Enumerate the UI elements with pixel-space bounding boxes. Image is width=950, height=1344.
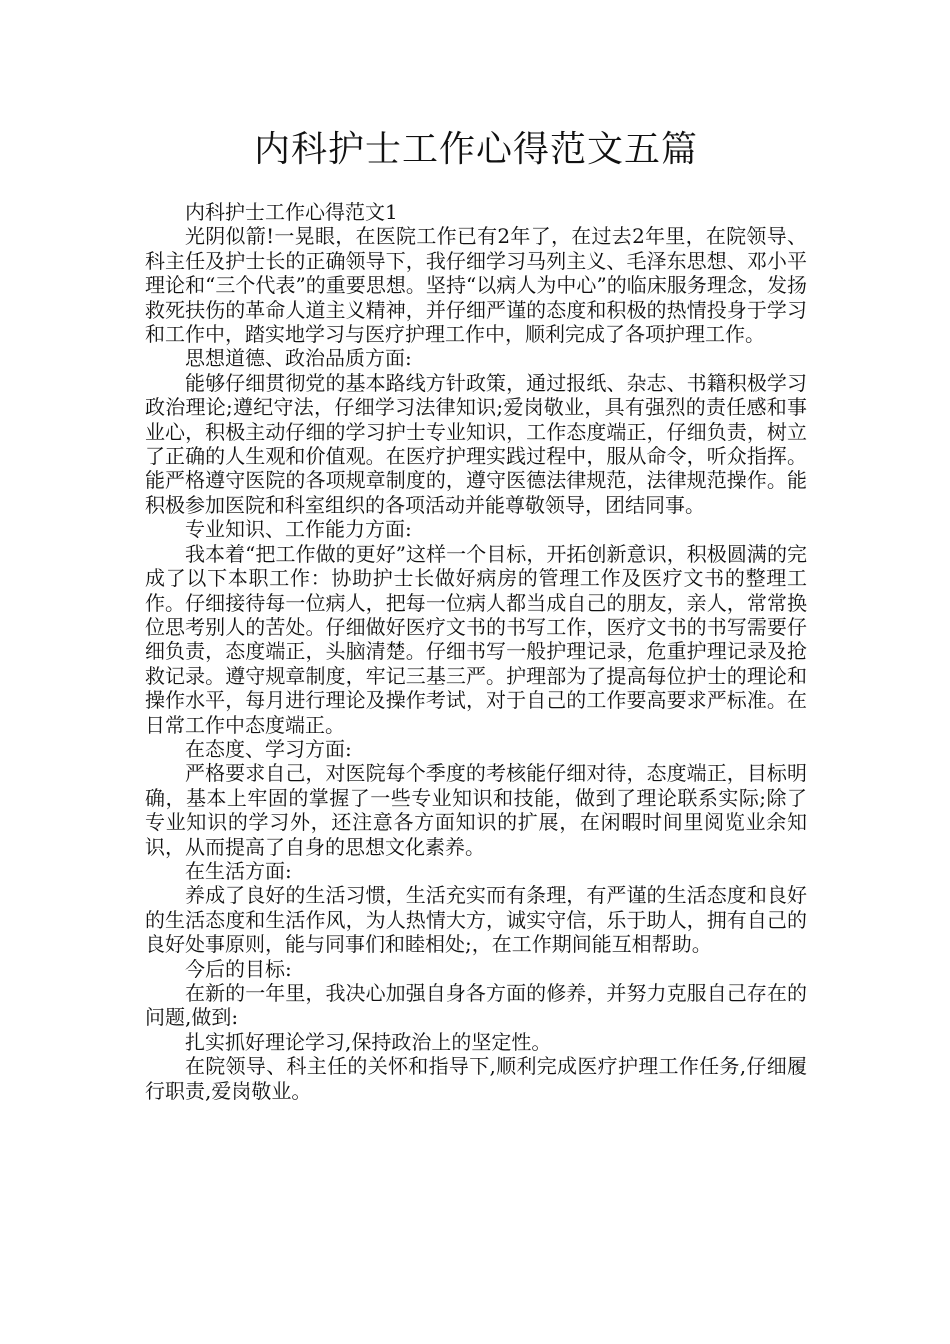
paragraph: 严格要求自己，对医院每个季度的考核能仔细对待，态度端正，目标明确，基本上牢固的掌握了一些专业知识和技能，做到了理论联系实际;除了专业知识的学习外，还注意各方面知识的扩展，在闲暇时间里阅览业余知识，从而提高了自身的思想文化素养。 <box>145 761 807 859</box>
paragraph: 我本着“把工作做的更好”这样一个目标，开拓创新意识，积极圆满的完成了以下本职工作：协助护士长做好病房的管理工作及医疗文书的整理工作。仔细接待每一位病人，把每一位病人都当成自己的朋友，亲人，常常换位思考别人的苦处。仔细做好医疗文书的书写工作，医疗文书的书写需要仔细负责，态度端正，头脑清楚。仔细书写一般护理记录，危重护理记录及抢救记录。遵守规章制度，牢记三基三严。护理部为了提高每位护士的理论和操作水平，每月进行理论及操作考试，对于自己的工作要高要求严标准。在日常工作中态度端正。 <box>145 541 807 737</box>
document-page <box>145 120 807 1103</box>
paragraph: 养成了良好的生活习惯，生活充实而有条理，有严谨的生活态度和良好的生活态度和生活作风，为人热情大方，诚实守信，乐于助人，拥有自己的良好处事原则，能与同事们和睦相处;，在工作期间能互相帮助。 <box>145 883 807 957</box>
document-body <box>145 200 807 1103</box>
paragraph: 今后的目标: <box>185 956 292 981</box>
paragraph: 扎实抓好理论学习,保持政治上的坚定性。 <box>185 1029 552 1054</box>
paragraph: 内科护士工作心得范文1 <box>185 200 398 224</box>
paragraph: 思想道德、政治品质方面: <box>185 346 412 371</box>
paragraph: 能够仔细贯彻党的基本路线方针政策，通过报纸、杂志、书籍积极学习政治理论;遵纪守法，仔细学习法律知识;爱岗敬业，具有强烈的责任感和事业心，积极主动仔细的学习护士专业知识，工作态度端正，仔细负责，树立了正确的人生观和价值观。在医疗护理实践过程中，服从命令，听众指挥。能严格遵守医院的各项规章制度的，遵守医德法律规范，法律规范操作。能积极参加医院和科室组织的各项活动并能尊敬领导，团结同事。 <box>145 370 807 517</box>
paragraph: 在生活方面: <box>185 858 292 883</box>
paragraph: 专业知识、工作能力方面: <box>185 517 412 542</box>
paragraph: 在院领导、科主任的关怀和指导下,顺利完成医疗护理工作任务,仔细履行职责,爱岗敬业。 <box>145 1054 807 1103</box>
paragraph: 在新的一年里，我决心加强自身各方面的修养，并努力克服自己存在的问题,做到: <box>145 981 807 1030</box>
paragraph: 在态度、学习方面: <box>185 736 352 761</box>
document-title: 内科护士工作心得范文五篇 <box>253 129 698 170</box>
paragraph: 光阴似箭!一晃眼，在医院工作已有2年了，在过去2年里，在院领导、科主任及护士长的正确领导下，我仔细学习马列主义、毛泽东思想、邓小平理论和“三个代表”的重要思想。坚持“以病人为中心”的临床服务理念，发扬救死扶伤的革命人道主义精神，并仔细严谨的态度和积极的热情投身于学习和工作中，踏实地学习与医疗护理工作中，顺利完成了各项护理工作。 <box>145 224 807 347</box>
